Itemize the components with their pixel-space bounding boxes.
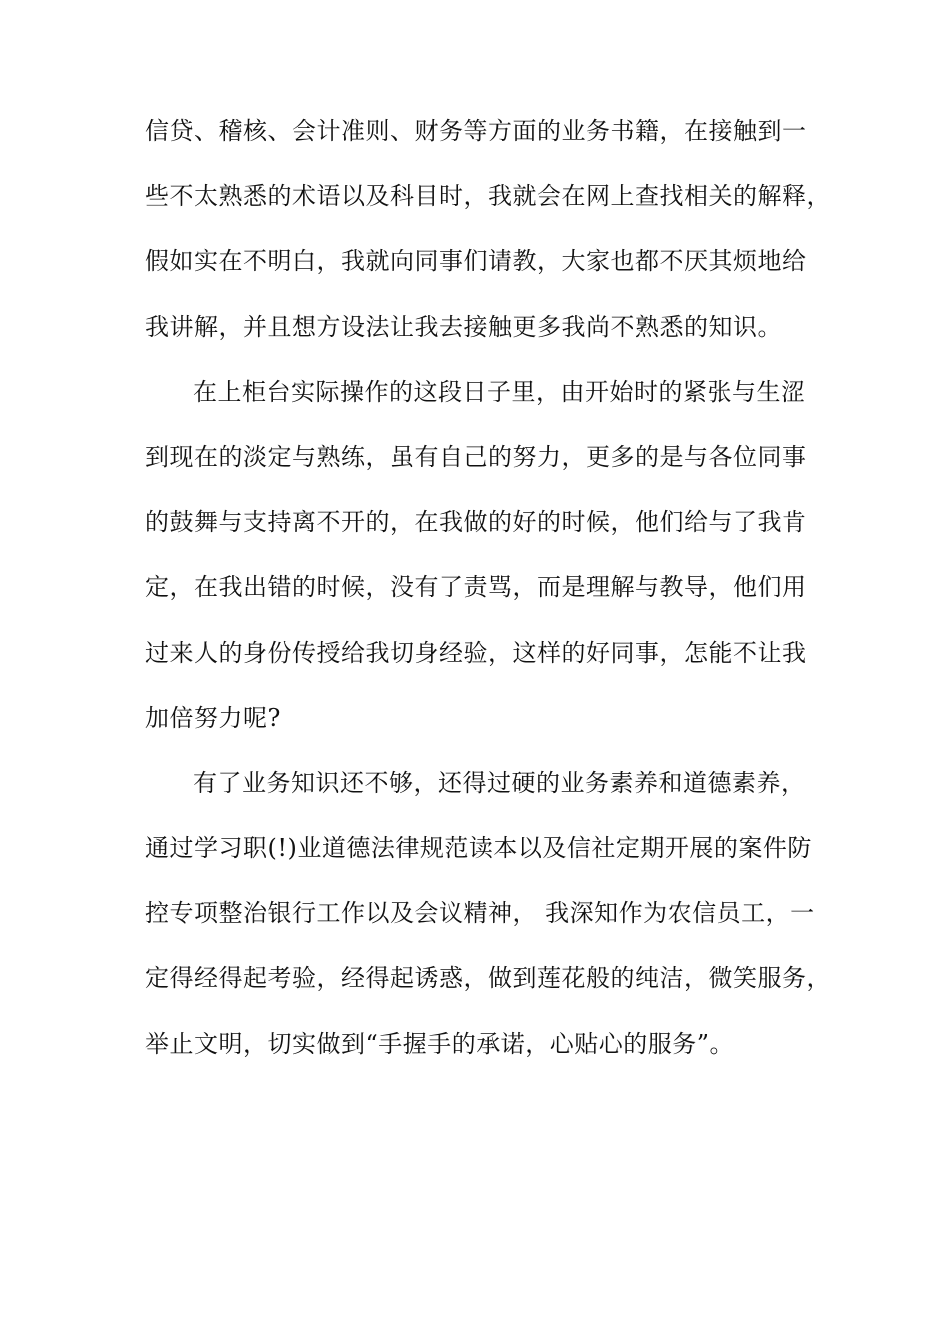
text-line: 我讲解，并且想方设法让我去接触更多我尚不熟悉的知识。 bbox=[145, 312, 782, 341]
text-line: 定，在我出错的时候，没有了责骂，而是理解与教导，他们用 bbox=[145, 573, 807, 602]
paragraph-first-line: 在上柜台实际操作的这段日子里，由开始时的紧张与生涩 bbox=[193, 377, 806, 406]
text-line: 假如实在不明白，我就向同事们请教，大家也都不厌其烦地给 bbox=[145, 247, 807, 276]
text-line: 举止文明，切实做到“手握手的承诺，心贴心的服务”。 bbox=[145, 1029, 735, 1058]
text-line: 定得经得起考验，经得起诱惑，做到莲花般的纯洁，微笑服务， bbox=[145, 964, 831, 993]
text-line: 过来人的身份传授给我切身经验，这样的好同事，怎能不让我 bbox=[145, 638, 807, 667]
text-line: 通过学习职(!)业道德法律规范读本以及信社定期开展的案件防 bbox=[145, 834, 812, 863]
text-line: 加倍努力呢? bbox=[145, 703, 281, 732]
paragraph-first-line: 有了业务知识还不够，还得过硬的业务素养和道德素养， bbox=[193, 768, 806, 797]
text-line: 些不太熟悉的术语以及科目时，我就会在网上查找相关的解释， bbox=[145, 182, 831, 211]
text-line: 的鼓舞与支持离不开的，在我做的好的时候，他们给与了我肯 bbox=[145, 508, 807, 537]
text-line: 控专项整治银行工作以及会议精神， 我深知作为农信员工，一 bbox=[145, 899, 815, 928]
text-line: 信贷、稽核、会计准则、财务等方面的业务书籍，在接触到一 bbox=[145, 117, 807, 145]
text-line: 到现在的淡定与熟练，虽有自己的努力，更多的是与各位同事 bbox=[145, 442, 807, 471]
body-text bbox=[145, 108, 835, 1086]
